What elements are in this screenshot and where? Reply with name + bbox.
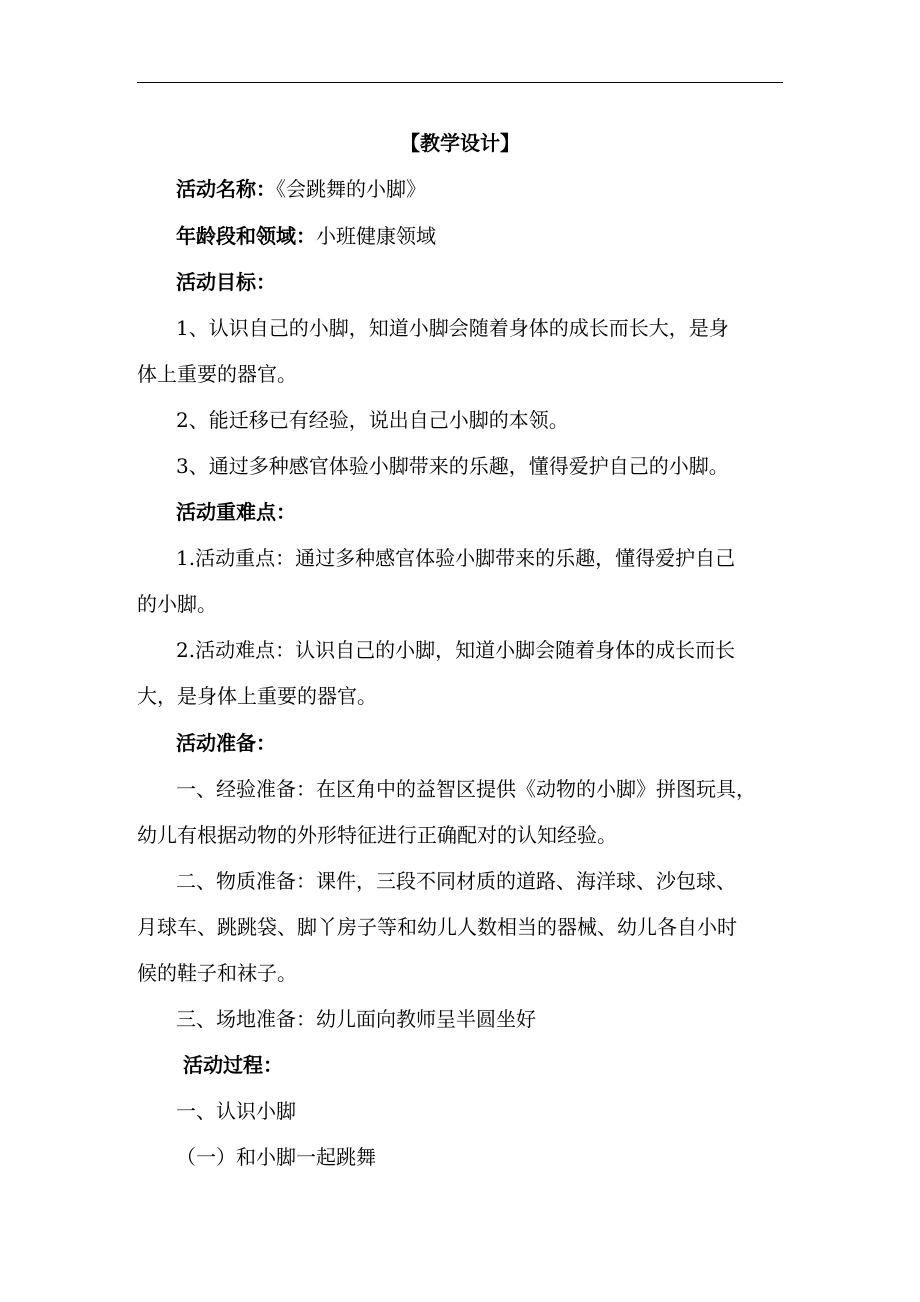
preparation-2-line-2: 月球车、跳跳袋、脚丫房子等和幼儿人数相当的器械、幼儿各自小时 [137,915,737,939]
process-heading: 活动过程： [183,1053,283,1077]
age-domain-label: 年龄段和领域： [176,224,316,248]
activity-name-row [176,175,826,203]
preparation-1-line-1: 一、经验准备：在区角中的益智区提供《动物的小脚》拼图玩具， [176,777,756,801]
activity-name-value: 《会跳舞的小脚》 [276,177,426,201]
header-rule [137,82,783,83]
key-point-1-line-2: 的小脚。 [137,592,217,616]
goal-1-line-1: 1、认识自己的小脚，知道小脚会随着身体的成长而长大，是身 [176,316,729,340]
preparation-1-line-2: 幼儿有根据动物的外形特征进行正确配对的认知经验。 [137,823,617,847]
age-domain-value: 小班健康领域 [316,224,436,248]
goal-3: 3、通过多种感官体验小脚带来的乐趣，懂得爱护自己的小脚。 [176,454,729,478]
goal-2: 2、能迁移已有经验，说出自己小脚的本领。 [176,408,569,432]
goal-1-line-2: 体上重要的器官。 [137,362,297,386]
preparation-heading: 活动准备： [176,731,276,755]
process-subsection-1: （一）和小脚一起跳舞 [176,1145,376,1169]
key-points-heading: 活动重难点： [176,500,296,524]
goals-heading: 活动目标： [176,270,276,294]
preparation-2-line-3: 候的鞋子和袜子。 [137,961,297,985]
process-section-1: 一、认识小脚 [176,1099,296,1123]
key-point-2-line-2: 大，是身体上重要的器官。 [137,684,377,708]
preparation-3: 三、场地准备：幼儿面向教师呈半圆坐好 [176,1007,536,1031]
preparation-2-line-1: 二、物质准备：课件，三段不同材质的道路、海洋球、沙包球、 [176,869,736,893]
key-point-2-line-1: 2.活动难点：认识自己的小脚，知道小脚会随着身体的成长而长 [176,638,736,662]
key-point-1-line-1: 1.活动重点：通过多种感官体验小脚带来的乐趣，懂得爱护自己 [176,546,736,570]
activity-name-label: 活动名称： [176,177,276,201]
age-domain-row [176,222,826,250]
page-title: 【教学设计】 [400,131,520,155]
